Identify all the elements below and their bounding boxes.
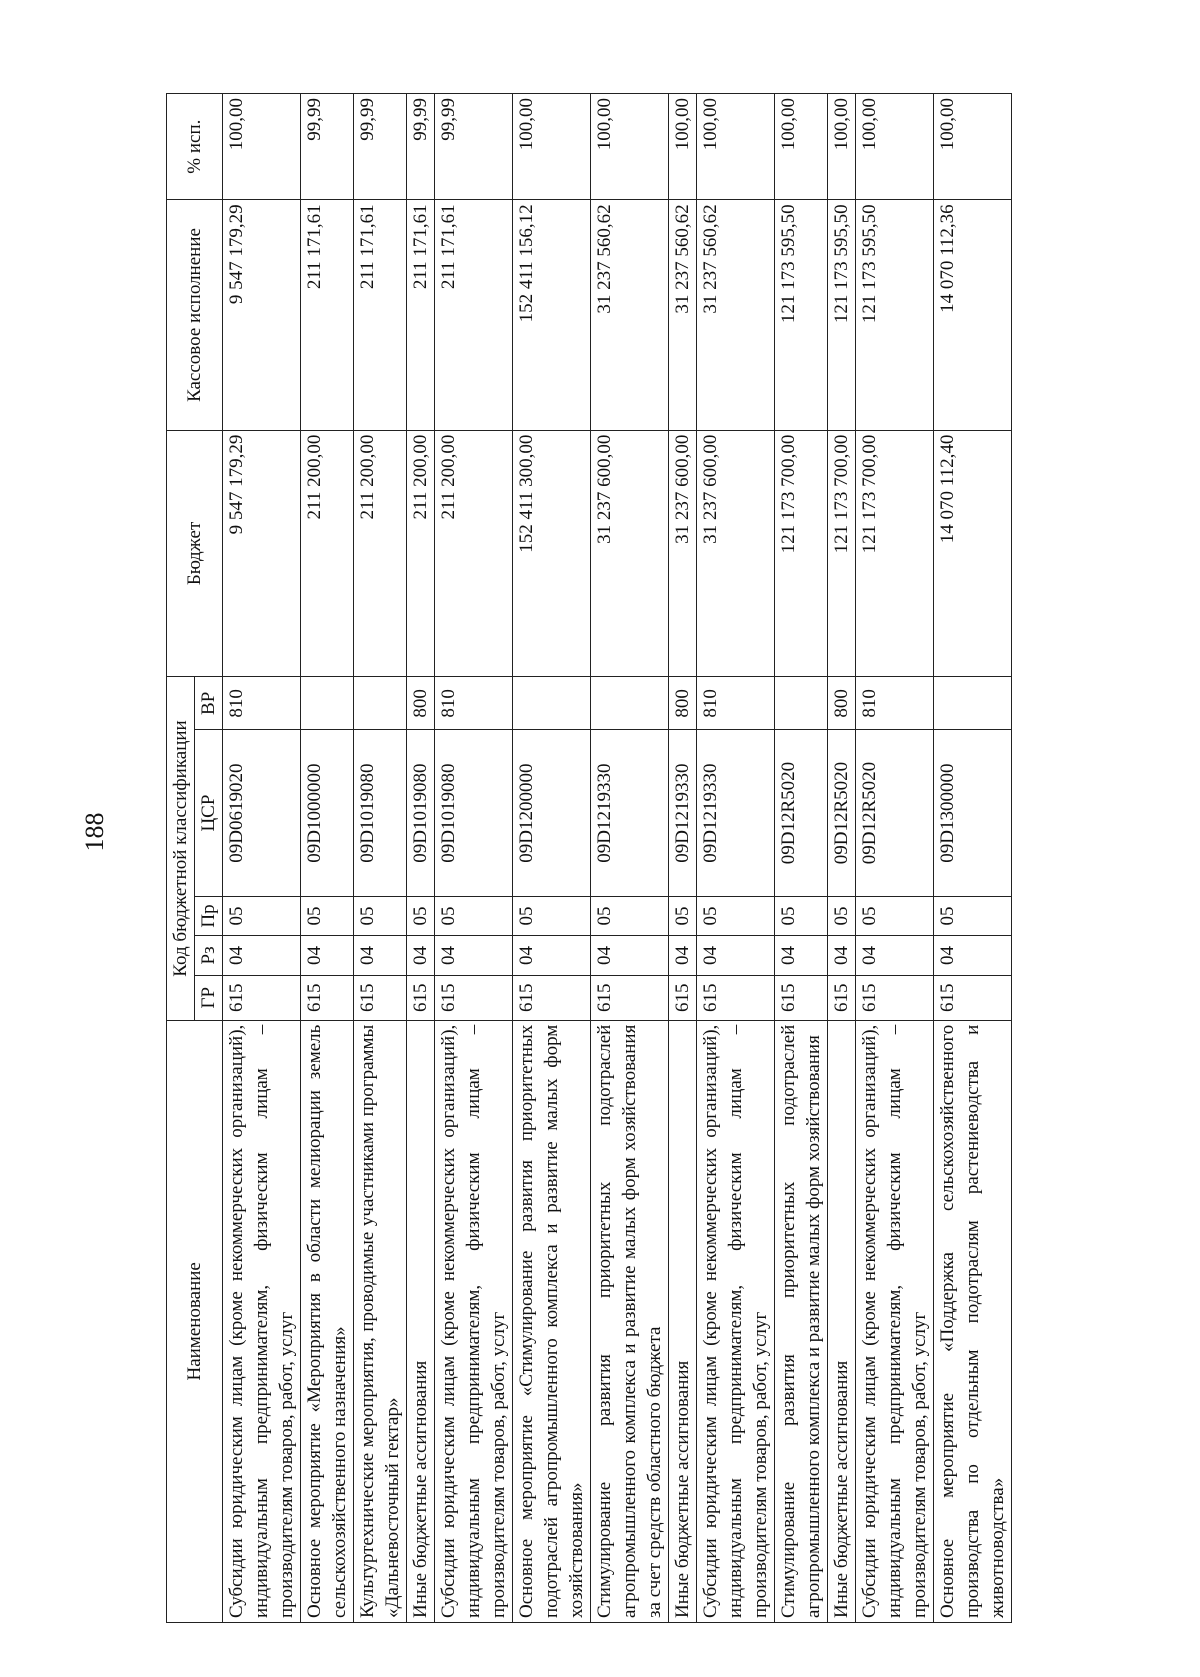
row-csr: 09D1300000 (934, 730, 1012, 896)
row-name: Стимулирование развития приоритетных подотраслей агропромышленного комплекса и развитие малых форм хозяйствования (775, 1020, 828, 1622)
row-budget: 211 200,00 (435, 430, 513, 677)
header-budget: Бюджет (167, 430, 223, 677)
row-rz: 04 (354, 936, 407, 976)
table-row (513, 94, 591, 1623)
row-pr: 05 (354, 896, 407, 936)
row-percent: 100,00 (775, 94, 828, 200)
row-percent: 99,99 (354, 94, 407, 200)
table-row (775, 94, 828, 1623)
row-cash-execution: 121 173 595,50 (856, 200, 934, 430)
table-row (669, 94, 697, 1623)
row-pr: 05 (828, 896, 856, 936)
row-pr: 05 (591, 896, 669, 936)
budget-table (166, 93, 1012, 1623)
row-budget: 31 237 600,00 (591, 430, 669, 677)
row-pr: 05 (934, 896, 1012, 936)
row-pr: 05 (513, 896, 591, 936)
row-gr: 615 (934, 975, 1012, 1020)
row-gr: 615 (669, 975, 697, 1020)
row-gr: 615 (513, 975, 591, 1020)
table-row (223, 94, 301, 1623)
table-row (697, 94, 775, 1623)
row-csr: 09D12R5020 (856, 730, 934, 896)
header-row-top (167, 94, 195, 1623)
row-pr: 05 (301, 896, 354, 936)
row-vr (513, 677, 591, 730)
header-percent: % исп. (167, 94, 223, 200)
row-budget: 31 237 600,00 (697, 430, 775, 677)
row-budget: 9 547 179,29 (223, 430, 301, 677)
row-percent: 100,00 (828, 94, 856, 200)
row-rz: 04 (223, 936, 301, 976)
row-budget: 211 200,00 (301, 430, 354, 677)
row-cash-execution: 211 171,61 (301, 200, 354, 430)
row-percent: 99,99 (301, 94, 354, 200)
row-name: Стимулирование развития приоритетных подотраслей агропромышленного комплекса и развитие малых форм хозяйствования за счет средств областного бюджета (591, 1020, 669, 1622)
header-code-group: Код бюджетной классификации (167, 677, 195, 1020)
table-row (934, 94, 1012, 1623)
row-csr: 09D1200000 (513, 730, 591, 896)
row-csr: 09D1219330 (591, 730, 669, 896)
table-row (828, 94, 856, 1623)
row-name: Иные бюджетные ассигнования (407, 1020, 435, 1622)
row-cash-execution: 31 237 560,62 (669, 200, 697, 430)
table-row (301, 94, 354, 1623)
row-pr: 05 (435, 896, 513, 936)
row-gr: 615 (828, 975, 856, 1020)
row-vr (775, 677, 828, 730)
row-vr: 810 (435, 677, 513, 730)
row-budget: 152 411 300,00 (513, 430, 591, 677)
row-name: Основное мероприятие «Стимулирование развития приоритетных подотраслей агропромышленного комплекса и развитие малых форм хозяйствования» (513, 1020, 591, 1622)
row-vr: 810 (856, 677, 934, 730)
rotated-page-content (166, 93, 1046, 1623)
row-gr: 615 (856, 975, 934, 1020)
row-pr: 05 (669, 896, 697, 936)
table-row (354, 94, 407, 1623)
row-name: Иные бюджетные ассигнования (828, 1020, 856, 1622)
header-pr: Пр (195, 896, 223, 936)
row-vr (354, 677, 407, 730)
row-vr: 800 (669, 677, 697, 730)
row-budget: 211 200,00 (354, 430, 407, 677)
row-csr: 09D1219330 (669, 730, 697, 896)
row-vr (301, 677, 354, 730)
row-cash-execution: 9 547 179,29 (223, 200, 301, 430)
row-rz: 04 (435, 936, 513, 976)
row-name: Субсидии юридическим лицам (кроме некоммерческих организаций), индивидуальным предпринимателям, физическим лицам – производителям товаров, работ, услуг (435, 1020, 513, 1622)
row-vr (934, 677, 1012, 730)
row-cash-execution: 152 411 156,12 (513, 200, 591, 430)
row-rz: 04 (301, 936, 354, 976)
row-cash-execution: 31 237 560,62 (591, 200, 669, 430)
row-percent: 100,00 (856, 94, 934, 200)
row-percent: 99,99 (435, 94, 513, 200)
row-cash-execution: 121 173 595,50 (775, 200, 828, 430)
table-row (407, 94, 435, 1623)
row-pr: 05 (856, 896, 934, 936)
page-number: 188 (80, 812, 109, 852)
row-rz: 04 (513, 936, 591, 976)
row-name: Иные бюджетные ассигнования (669, 1020, 697, 1622)
row-rz: 04 (407, 936, 435, 976)
row-csr: 09D1019080 (435, 730, 513, 896)
row-gr: 615 (697, 975, 775, 1020)
row-csr: 09D1000000 (301, 730, 354, 896)
row-gr: 615 (301, 975, 354, 1020)
row-pr: 05 (223, 896, 301, 936)
row-csr: 09D0619020 (223, 730, 301, 896)
row-percent: 100,00 (669, 94, 697, 200)
table-body (223, 94, 1012, 1623)
table-row (435, 94, 513, 1623)
row-rz: 04 (697, 936, 775, 976)
row-vr: 800 (407, 677, 435, 730)
row-vr: 810 (697, 677, 775, 730)
row-cash-execution: 211 171,61 (354, 200, 407, 430)
row-cash-execution: 121 173 595,50 (828, 200, 856, 430)
row-cash-execution: 211 171,61 (435, 200, 513, 430)
header-csr: ЦСР (195, 730, 223, 896)
row-rz: 04 (669, 936, 697, 976)
row-csr: 09D12R5020 (775, 730, 828, 896)
row-gr: 615 (591, 975, 669, 1020)
row-percent: 100,00 (697, 94, 775, 200)
row-budget: 31 237 600,00 (669, 430, 697, 677)
row-gr: 615 (435, 975, 513, 1020)
row-cash-execution: 211 171,61 (407, 200, 435, 430)
table-row (856, 94, 934, 1623)
row-rz: 04 (591, 936, 669, 976)
row-percent: 100,00 (513, 94, 591, 200)
header-name: Наименование (167, 1020, 223, 1622)
row-vr: 800 (828, 677, 856, 730)
row-csr: 09D1019080 (407, 730, 435, 896)
row-pr: 05 (407, 896, 435, 936)
row-name: Субсидии юридическим лицам (кроме некоммерческих организаций), индивидуальным предпринимателям, физическим лицам – производителям товаров, работ, услуг (223, 1020, 301, 1622)
row-percent: 100,00 (934, 94, 1012, 200)
row-gr: 615 (775, 975, 828, 1020)
row-percent: 100,00 (591, 94, 669, 200)
row-pr: 05 (697, 896, 775, 936)
row-percent: 100,00 (223, 94, 301, 200)
row-cash-execution: 14 070 112,36 (934, 200, 1012, 430)
row-budget: 14 070 112,40 (934, 430, 1012, 677)
table-row (591, 94, 669, 1623)
header-gr: ГР (195, 975, 223, 1020)
row-budget: 211 200,00 (407, 430, 435, 677)
row-rz: 04 (934, 936, 1012, 976)
row-name: Субсидии юридическим лицам (кроме некоммерческих организаций), индивидуальным предпринимателям, физическим лицам – производителям товаров, работ, услуг (697, 1020, 775, 1622)
header-rz: Рз (195, 936, 223, 976)
row-vr (591, 677, 669, 730)
row-name: Культуртехнические мероприятия, проводимые участниками программы «Дальневосточный гектар» (354, 1020, 407, 1622)
row-gr: 615 (407, 975, 435, 1020)
row-pr: 05 (775, 896, 828, 936)
row-name: Основное мероприятие «Мероприятия в области мелиорации земель сельскохозяйственного назначения» (301, 1020, 354, 1622)
row-vr: 810 (223, 677, 301, 730)
row-gr: 615 (223, 975, 301, 1020)
row-budget: 121 173 700,00 (828, 430, 856, 677)
header-cash-execution: Кассовое исполнение (167, 200, 223, 430)
row-gr: 615 (354, 975, 407, 1020)
row-name: Субсидии юридическим лицам (кроме некоммерческих организаций), индивидуальным предпринимателям, физическим лицам – производителям товаров, работ, услуг (856, 1020, 934, 1622)
row-csr: 09D12R5020 (828, 730, 856, 896)
row-rz: 04 (828, 936, 856, 976)
row-cash-execution: 31 237 560,62 (697, 200, 775, 430)
header-vr: ВР (195, 677, 223, 730)
row-csr: 09D1019080 (354, 730, 407, 896)
row-budget: 121 173 700,00 (856, 430, 934, 677)
row-rz: 04 (775, 936, 828, 976)
row-name: Основное мероприятие «Поддержка сельскохозяйственного производства по отдельным подотраслям растениеводства и животноводства» (934, 1020, 1012, 1622)
row-percent: 99,99 (407, 94, 435, 200)
row-budget: 121 173 700,00 (775, 430, 828, 677)
row-csr: 09D1219330 (697, 730, 775, 896)
row-rz: 04 (856, 936, 934, 976)
